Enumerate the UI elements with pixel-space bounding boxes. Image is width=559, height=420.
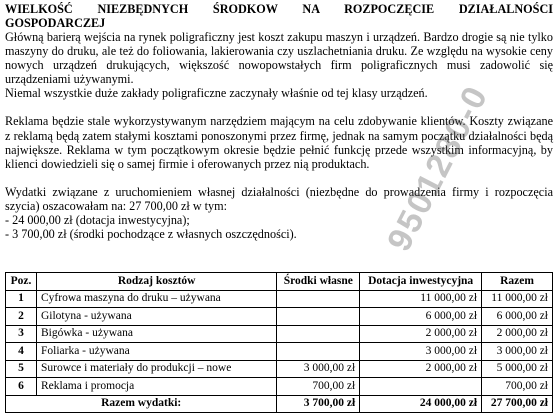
cell-grant: 2 000,00 zł <box>360 360 482 378</box>
cell-grant: 11 000,00 zł <box>360 290 482 308</box>
paragraph-advertising: Reklama będzie stale wykorzystywanym narzędziem mającym na celu zdobywanie klientów. Koszty związane z reklamą będą zatem stałymi kosztami ponoszonymi przez firmę, jednak na samym początku działalności będą największe. Reklama w tym początkowym okresie będzie pełnić funkcję przede wszystkim informacyjną, by klienci dowiedzieli się o samej firmie i oferowanych przez nią produktach. <box>5 114 553 171</box>
heading-line-1: WIELKOŚĆ NIEZBĘDNYCH ŚRODKOW NA ROZPOCZĘCIE DZIAŁALNOŚCI <box>5 2 553 16</box>
cell-total: 2 000,00 zł <box>482 325 553 343</box>
total-own-funds: 3 700,00 zł <box>277 395 360 413</box>
table-header-row <box>6 273 553 291</box>
col-header-own-funds: Środki własne <box>277 273 360 291</box>
cell-poz: 5 <box>6 360 37 378</box>
cell-own-funds <box>277 308 360 326</box>
cell-cost-type: Gilotyna - używana <box>36 308 276 326</box>
cell-cost-type: Reklama i promocja <box>36 378 276 396</box>
cell-cost-type: Foliarka - używana <box>36 343 276 361</box>
total-label: Razem wydatki: <box>6 395 277 413</box>
cell-cost-type: Surowce i materiały do produkcji – nowe <box>36 360 276 378</box>
col-header-cost-type: Rodzaj kosztów <box>36 273 276 291</box>
cell-total: 700,00 zł <box>482 378 553 396</box>
table-row <box>6 378 553 396</box>
paragraph-barriers: Główną barierą wejścia na rynek poligraficzny jest koszt zakupu maszyn i urządzeń. Bardzo drogie są nie tylko maszyny do druku, ale też do foliowania, lakierowania czy uszlachetniania druku. Ze względu na wysokie ceny nowych urządzeń drukujących, większość nowopowstałych firm poligraficznych musi zadowolić się urządzeniami używanymi. <box>5 30 553 87</box>
table-row <box>6 308 553 326</box>
table-row <box>6 325 553 343</box>
cell-cost-type: Cyfrowa maszyna do druku – używana <box>36 290 276 308</box>
table-row <box>6 360 553 378</box>
table-total-row <box>6 395 553 413</box>
paragraph-expenses: Wydatki związane z uruchomieniem własnej działalności (niezbędne do prowadzenia firmy i rozpoczęcia szycia) oszacowałam na: 27 700,00 zł w tym: <box>5 184 553 213</box>
cost-table <box>5 272 553 413</box>
cell-total: 5 000,00 zł <box>482 360 553 378</box>
bullet-grant: - 24 000,00 zł (dotacja inwestycyjna); <box>5 213 190 228</box>
cell-own-funds: 700,00 zł <box>277 378 360 396</box>
cell-poz: 6 <box>6 378 37 396</box>
cell-cost-type: Bigówka - używana <box>36 325 276 343</box>
total-sum: 27 700,00 zł <box>482 395 553 413</box>
cell-own-funds: 3 000,00 zł <box>277 360 360 378</box>
watermark-text: 9501280-0 <box>380 79 496 258</box>
cell-own-funds <box>277 290 360 308</box>
total-grant: 24 000,00 zł <box>360 395 482 413</box>
cell-own-funds <box>277 325 360 343</box>
paragraph-large-plants: Niemal wszystkie duże zakłady poligraficzne zaczynały właśnie od tej klasy urządzeń. <box>5 86 428 101</box>
cell-poz: 1 <box>6 290 37 308</box>
cell-total: 6 000,00 zł <box>482 308 553 326</box>
cell-total: 3 000,00 zł <box>482 343 553 361</box>
table-row <box>6 343 553 361</box>
cell-grant: 3 000,00 zł <box>360 343 482 361</box>
cell-own-funds <box>277 343 360 361</box>
cell-poz: 2 <box>6 308 37 326</box>
cell-total: 11 000,00 zł <box>482 290 553 308</box>
cell-grant: 6 000,00 zł <box>360 308 482 326</box>
col-header-grant: Dotacja inwestycyjna <box>360 273 482 291</box>
cell-grant: 2 000,00 zł <box>360 325 482 343</box>
table-row <box>6 290 553 308</box>
cell-grant <box>360 378 482 396</box>
cell-poz: 4 <box>6 343 37 361</box>
col-header-total: Razem <box>482 273 553 291</box>
col-header-poz: Poz. <box>6 273 37 291</box>
bullet-own-funds: - 3 700,00 zł (środki pochodzące z własnych oszczędności). <box>5 227 297 242</box>
cell-poz: 3 <box>6 325 37 343</box>
heading-line-2: GOSPODARCZEJ <box>5 16 106 30</box>
